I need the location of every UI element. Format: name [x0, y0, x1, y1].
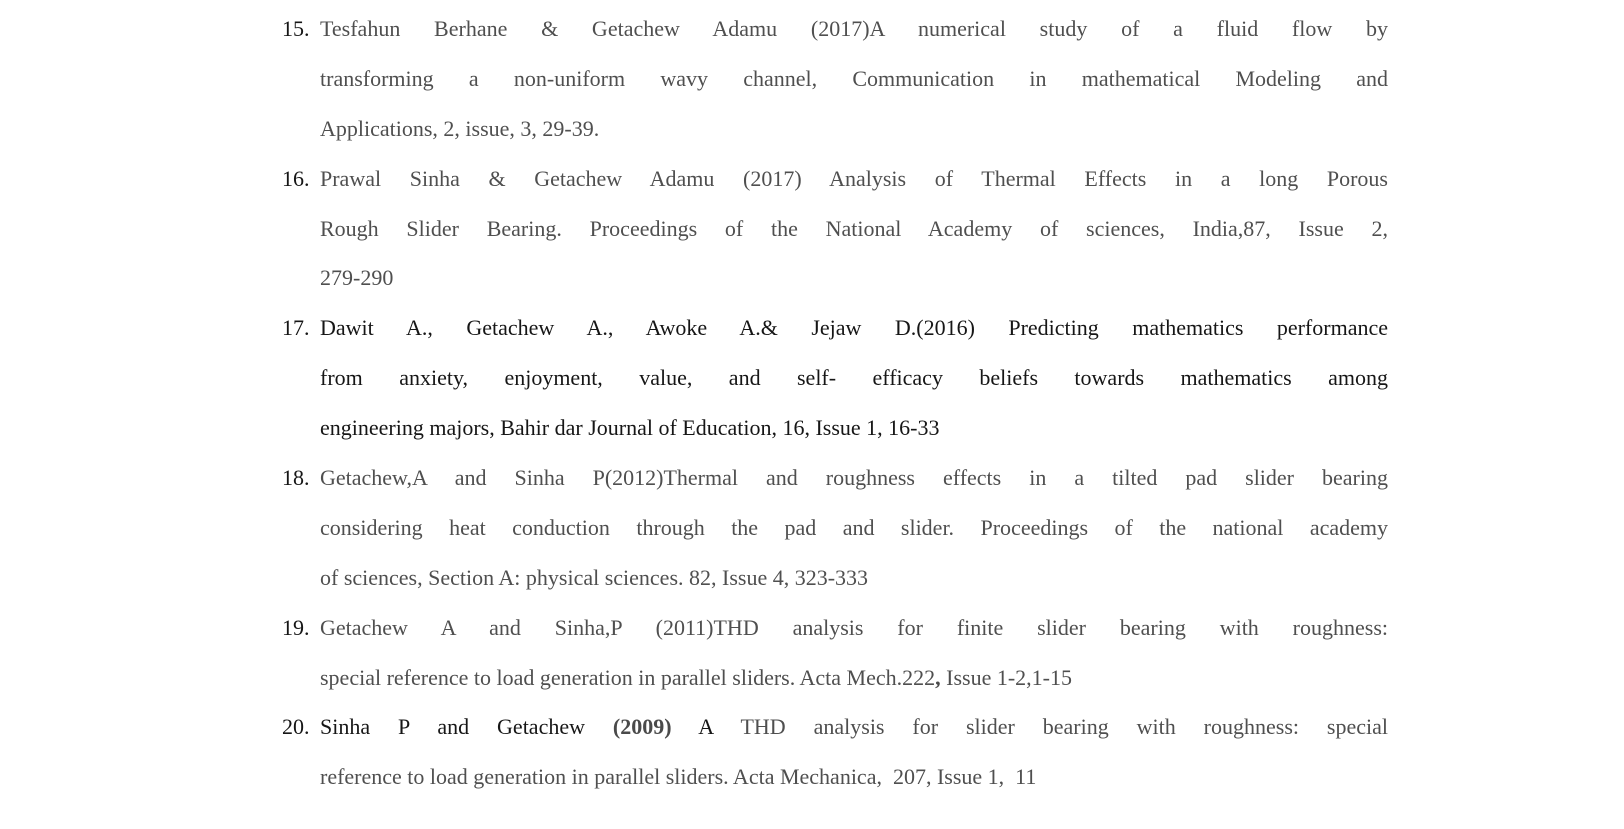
text-run: considering heat conduction through the pad and slider. Proceedings of the national academy: [320, 514, 1388, 540]
reference-line: [320, 104, 1388, 154]
text-run: special reference to load generation in parallel sliders. Acta Mech.222: [320, 664, 936, 690]
reference-line: [320, 353, 1388, 403]
text-run: Rough Slider Bearing. Proceedings of the National Academy of sciences, India,87, Issue 2,: [320, 215, 1388, 241]
reference-number: 18.: [282, 465, 310, 491]
text-run: A: [671, 714, 741, 740]
reference-line: [320, 4, 1388, 54]
text-run: Applications, 2, issue, 3, 29-39.: [320, 115, 600, 141]
text-run: Dawit A., Getachew A., Awoke A.& Jejaw D.(2016) Predicting mathematics performance: [320, 315, 1388, 341]
text-run: ,: [935, 664, 941, 690]
text-run: (2009): [612, 714, 672, 740]
reference-line: [320, 403, 1388, 453]
text-run: engineering majors, Bahir dar Journal of Education, 16, Issue 1, 16-33: [320, 415, 940, 441]
text-run: THD analysis for slider bearing with roughness: special: [740, 714, 1389, 740]
text-run: Getachew,A and Sinha P(2012)Thermal and roughness effects in a tilted pad slider bearing: [320, 465, 1388, 491]
reference-item: [282, 603, 1388, 703]
reference-line: [320, 303, 1388, 353]
reference-line: [320, 204, 1388, 254]
reference-line: [320, 154, 1388, 204]
text-run: 279-290: [320, 265, 394, 291]
reference-list: [282, 4, 1389, 802]
text-run: Tesfahun Berhane & Getachew Adamu (2017)A numerical study of a fluid flow by: [320, 16, 1388, 41]
reference-line: [320, 54, 1388, 104]
reference-line: [320, 653, 1388, 703]
reference-line: [320, 453, 1388, 503]
reference-line: [320, 553, 1388, 603]
text-run: Issue 1-2,1-15: [940, 664, 1073, 690]
reference-item: [282, 702, 1389, 802]
reference-line: [320, 603, 1388, 653]
text-run: Sinha P and Getachew: [320, 714, 613, 740]
reference-line: [320, 253, 1388, 303]
reference-line: [320, 702, 1388, 752]
text-run: Prawal Sinha & Getachew Adamu (2017) Analysis of Thermal Effects in a long Porous: [320, 165, 1388, 191]
reference-number: 16.: [282, 165, 310, 191]
reference-number: 19.: [282, 614, 310, 640]
reference-line: [320, 503, 1388, 553]
reference-item: [282, 453, 1388, 603]
reference-number: 20.: [282, 714, 310, 740]
reference-number: 17.: [282, 315, 310, 341]
text-run: transforming a non-uniform wavy channel, Communication in mathematical Modeling and: [320, 65, 1388, 91]
reference-number: 15.: [282, 16, 310, 41]
text-run: reference to load generation in parallel sliders. Acta Mechanica, 207, Issue 1, 11: [320, 764, 1037, 790]
reference-item: [282, 4, 1388, 154]
text-run: from anxiety, enjoyment, value, and self- efficacy beliefs towards mathematics among: [320, 365, 1388, 391]
reference-line: [320, 752, 1388, 802]
reference-item: [282, 154, 1388, 304]
text-run: Getachew A and Sinha,P (2011)THD analysis for finite slider bearing with roughness:: [320, 614, 1388, 640]
text-run: of sciences, Section A: physical sciences. 82, Issue 4, 323-333: [320, 564, 869, 590]
reference-item: [282, 303, 1388, 453]
